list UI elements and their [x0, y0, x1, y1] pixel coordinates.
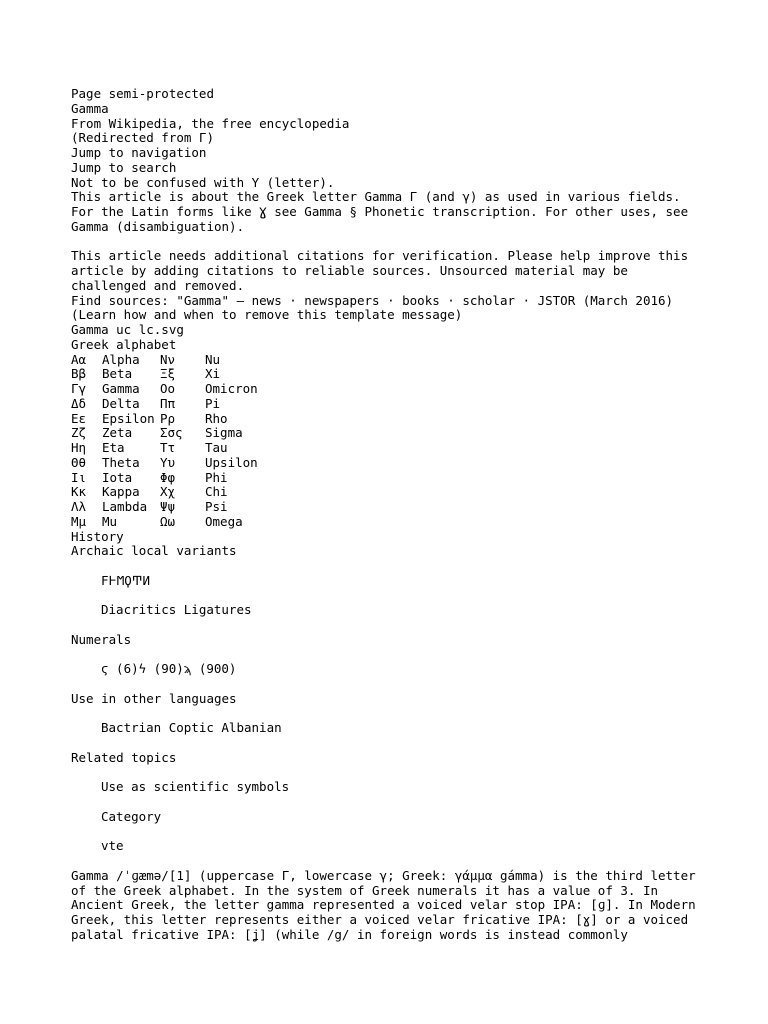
letter-glyph: Κκ — [71, 484, 87, 500]
category-link[interactable]: Category — [101, 808, 162, 824]
letter-name-link[interactable]: Mu — [102, 513, 118, 529]
diacritics-ligatures-links[interactable]: Diacritics Ligatures — [101, 602, 252, 618]
letter-glyph: Ωω — [160, 513, 176, 529]
letter-name-link[interactable]: Delta — [102, 395, 140, 411]
letter-name-link[interactable]: Psi — [205, 499, 228, 514]
alphabet-row — [71, 515, 305, 530]
letter-glyph: Ψψ — [160, 499, 176, 514]
letter-name-link[interactable]: Tau — [205, 440, 228, 455]
letter-glyph: Γγ — [71, 381, 87, 396]
letter-name-link[interactable]: Nu — [205, 351, 221, 367]
alphabet-row — [71, 500, 305, 515]
letter-name-link[interactable]: Pi — [205, 395, 221, 411]
spacer — [71, 677, 711, 692]
hatnote-about-1: This article is about the Greek letter Gamma Γ (and γ) as used in various fields. — [71, 189, 681, 205]
article-page — [71, 87, 711, 943]
citation-notice-line-3: challenged and removed. — [71, 277, 245, 293]
find-sources-line[interactable]: Find sources: "Gamma" – news · newspapers · books · scholar · JSTOR (March 2016) — [71, 292, 674, 308]
tagline: From Wikipedia, the free encyclopedia — [71, 115, 350, 131]
letter-name-link[interactable]: Phi — [205, 469, 228, 485]
letter-glyph: Μμ — [71, 513, 87, 529]
scientific-symbols-link[interactable]: Use as scientific symbols — [101, 779, 290, 795]
greek-alphabet-table — [71, 353, 305, 530]
letter-name-link[interactable]: Epsilon — [102, 410, 155, 426]
letter-glyph: Ηη — [71, 440, 87, 455]
alphabet-row — [71, 382, 305, 397]
letter-name-link[interactable]: Beta — [102, 366, 133, 382]
other-languages-links[interactable]: Bactrian Coptic Albanian — [101, 720, 282, 736]
infobox-image-alt[interactable]: Gamma uc lc.svg — [71, 322, 184, 337]
letter-name-link[interactable]: Upsilon — [205, 454, 258, 470]
hatnote-about-3: Gamma (disambiguation). — [71, 218, 245, 234]
letter-name-link[interactable]: Zeta — [102, 425, 133, 441]
letter-glyph: Ιι — [71, 469, 87, 485]
vte-links[interactable]: vte — [101, 838, 124, 854]
letter-glyph: Ξξ — [160, 366, 176, 382]
alphabet-row — [71, 441, 305, 456]
spacer — [71, 766, 711, 781]
infobox-heading: Greek alphabet — [71, 336, 177, 352]
spacer — [71, 736, 711, 751]
hatnote-confused: Not to be confused with Υ (letter). — [71, 174, 335, 190]
letter-name-link[interactable]: Omega — [205, 513, 243, 529]
letter-glyph: Δδ — [71, 395, 87, 411]
alphabet-row — [71, 426, 305, 441]
letter-glyph: Ζζ — [71, 425, 87, 441]
spacer — [71, 618, 711, 633]
alphabet-row — [71, 353, 305, 368]
archaic-variants-heading: Archaic local variants — [71, 543, 237, 559]
letter-name-link[interactable]: Rho — [205, 410, 228, 426]
letter-name-link[interactable]: Sigma — [205, 425, 243, 441]
spacer — [71, 648, 711, 663]
redirect-notice: (Redirected from Γ) — [71, 130, 214, 146]
letter-glyph: Ρρ — [160, 410, 176, 426]
spacer — [71, 825, 711, 840]
letter-name-link[interactable]: Eta — [102, 440, 125, 455]
letter-glyph: Ββ — [71, 366, 87, 382]
related-topics-heading: Related topics — [71, 749, 177, 765]
spacer — [71, 559, 711, 574]
alphabet-row — [71, 485, 305, 500]
letter-name-link[interactable]: Kappa — [102, 484, 140, 500]
citation-notice-line-1: This article needs additional citations for verification. Please help improve this — [71, 248, 689, 264]
history-link[interactable]: History — [71, 528, 124, 544]
letter-name-link[interactable]: Chi — [205, 484, 228, 500]
letter-glyph: Υυ — [160, 454, 176, 470]
letter-name-link[interactable]: Xi — [205, 366, 221, 382]
letter-glyph: Θθ — [71, 454, 87, 470]
spacer — [71, 707, 711, 722]
spacer — [71, 235, 711, 250]
spacer — [71, 854, 711, 869]
alphabet-row — [71, 471, 305, 486]
alphabet-row — [71, 367, 305, 382]
archaic-variant-glyphs[interactable]: ϜͰϺϘͲͶ — [101, 572, 151, 588]
body-paragraph-line-1: Gamma /ˈɡæmə/[1] (uppercase Γ, lowercase γ; Greek: γάμμα gámma) is the third letter — [71, 867, 696, 883]
letter-glyph: Ττ — [160, 440, 176, 455]
letter-name-link[interactable]: Iota — [102, 469, 133, 485]
body-paragraph-line-3: Ancient Greek, the letter gamma represented a voiced velar stop IPA: [ɡ]. In Modern — [71, 897, 696, 913]
letter-glyph: Χχ — [160, 484, 176, 500]
learn-remove-template-link[interactable]: (Learn how and when to remove this template message) — [71, 307, 463, 323]
alphabet-row — [71, 397, 305, 412]
letter-name-link[interactable]: Gamma — [102, 381, 140, 396]
letter-name-link[interactable]: Omicron — [205, 381, 258, 396]
jump-to-search-link[interactable]: Jump to search — [71, 159, 177, 175]
letter-glyph: Οο — [160, 381, 176, 396]
citation-notice-line-2: article by adding citations to reliable sources. Unsourced material may be — [71, 263, 628, 278]
letter-glyph: Ππ — [160, 395, 176, 411]
jump-to-navigation-link[interactable]: Jump to navigation — [71, 145, 207, 160]
spacer — [71, 795, 711, 810]
letter-glyph: Λλ — [71, 499, 87, 514]
letter-glyph: Νν — [160, 351, 176, 367]
alphabet-row — [71, 456, 305, 471]
letter-name-link[interactable]: Lambda — [102, 499, 148, 514]
letter-name-link[interactable]: Theta — [102, 454, 140, 470]
other-languages-heading: Use in other languages — [71, 690, 237, 706]
body-paragraph-line-4: Greek, this letter represents either a voiced velar fricative IPA: [ɣ] or a voiced — [71, 912, 689, 927]
letter-glyph: Φφ — [160, 469, 176, 485]
numerals-links[interactable]: ϛ (6)ϟ (90)ϡ (900) — [101, 661, 237, 677]
letter-glyph: Σσς — [160, 425, 183, 441]
spacer — [71, 589, 711, 604]
letter-name-link[interactable]: Alpha — [102, 351, 140, 367]
numerals-heading: Numerals — [71, 631, 132, 647]
letter-glyph: Εε — [71, 410, 87, 426]
letter-glyph: Αα — [71, 351, 87, 367]
body-paragraph-line-5: palatal fricative IPA: [ʝ] (while /g/ in foreign words is instead commonly — [71, 926, 628, 942]
page-title: Gamma — [71, 100, 109, 116]
body-paragraph-line-2: of the Greek alphabet. In the system of Greek numerals it has a value of 3. In — [71, 882, 658, 898]
hatnote-about-2: For the Latin forms like Ɣ see Gamma § Phonetic transcription. For other uses, see — [71, 204, 689, 219]
protection-notice: Page semi-protected — [71, 86, 214, 101]
alphabet-row — [71, 412, 305, 427]
